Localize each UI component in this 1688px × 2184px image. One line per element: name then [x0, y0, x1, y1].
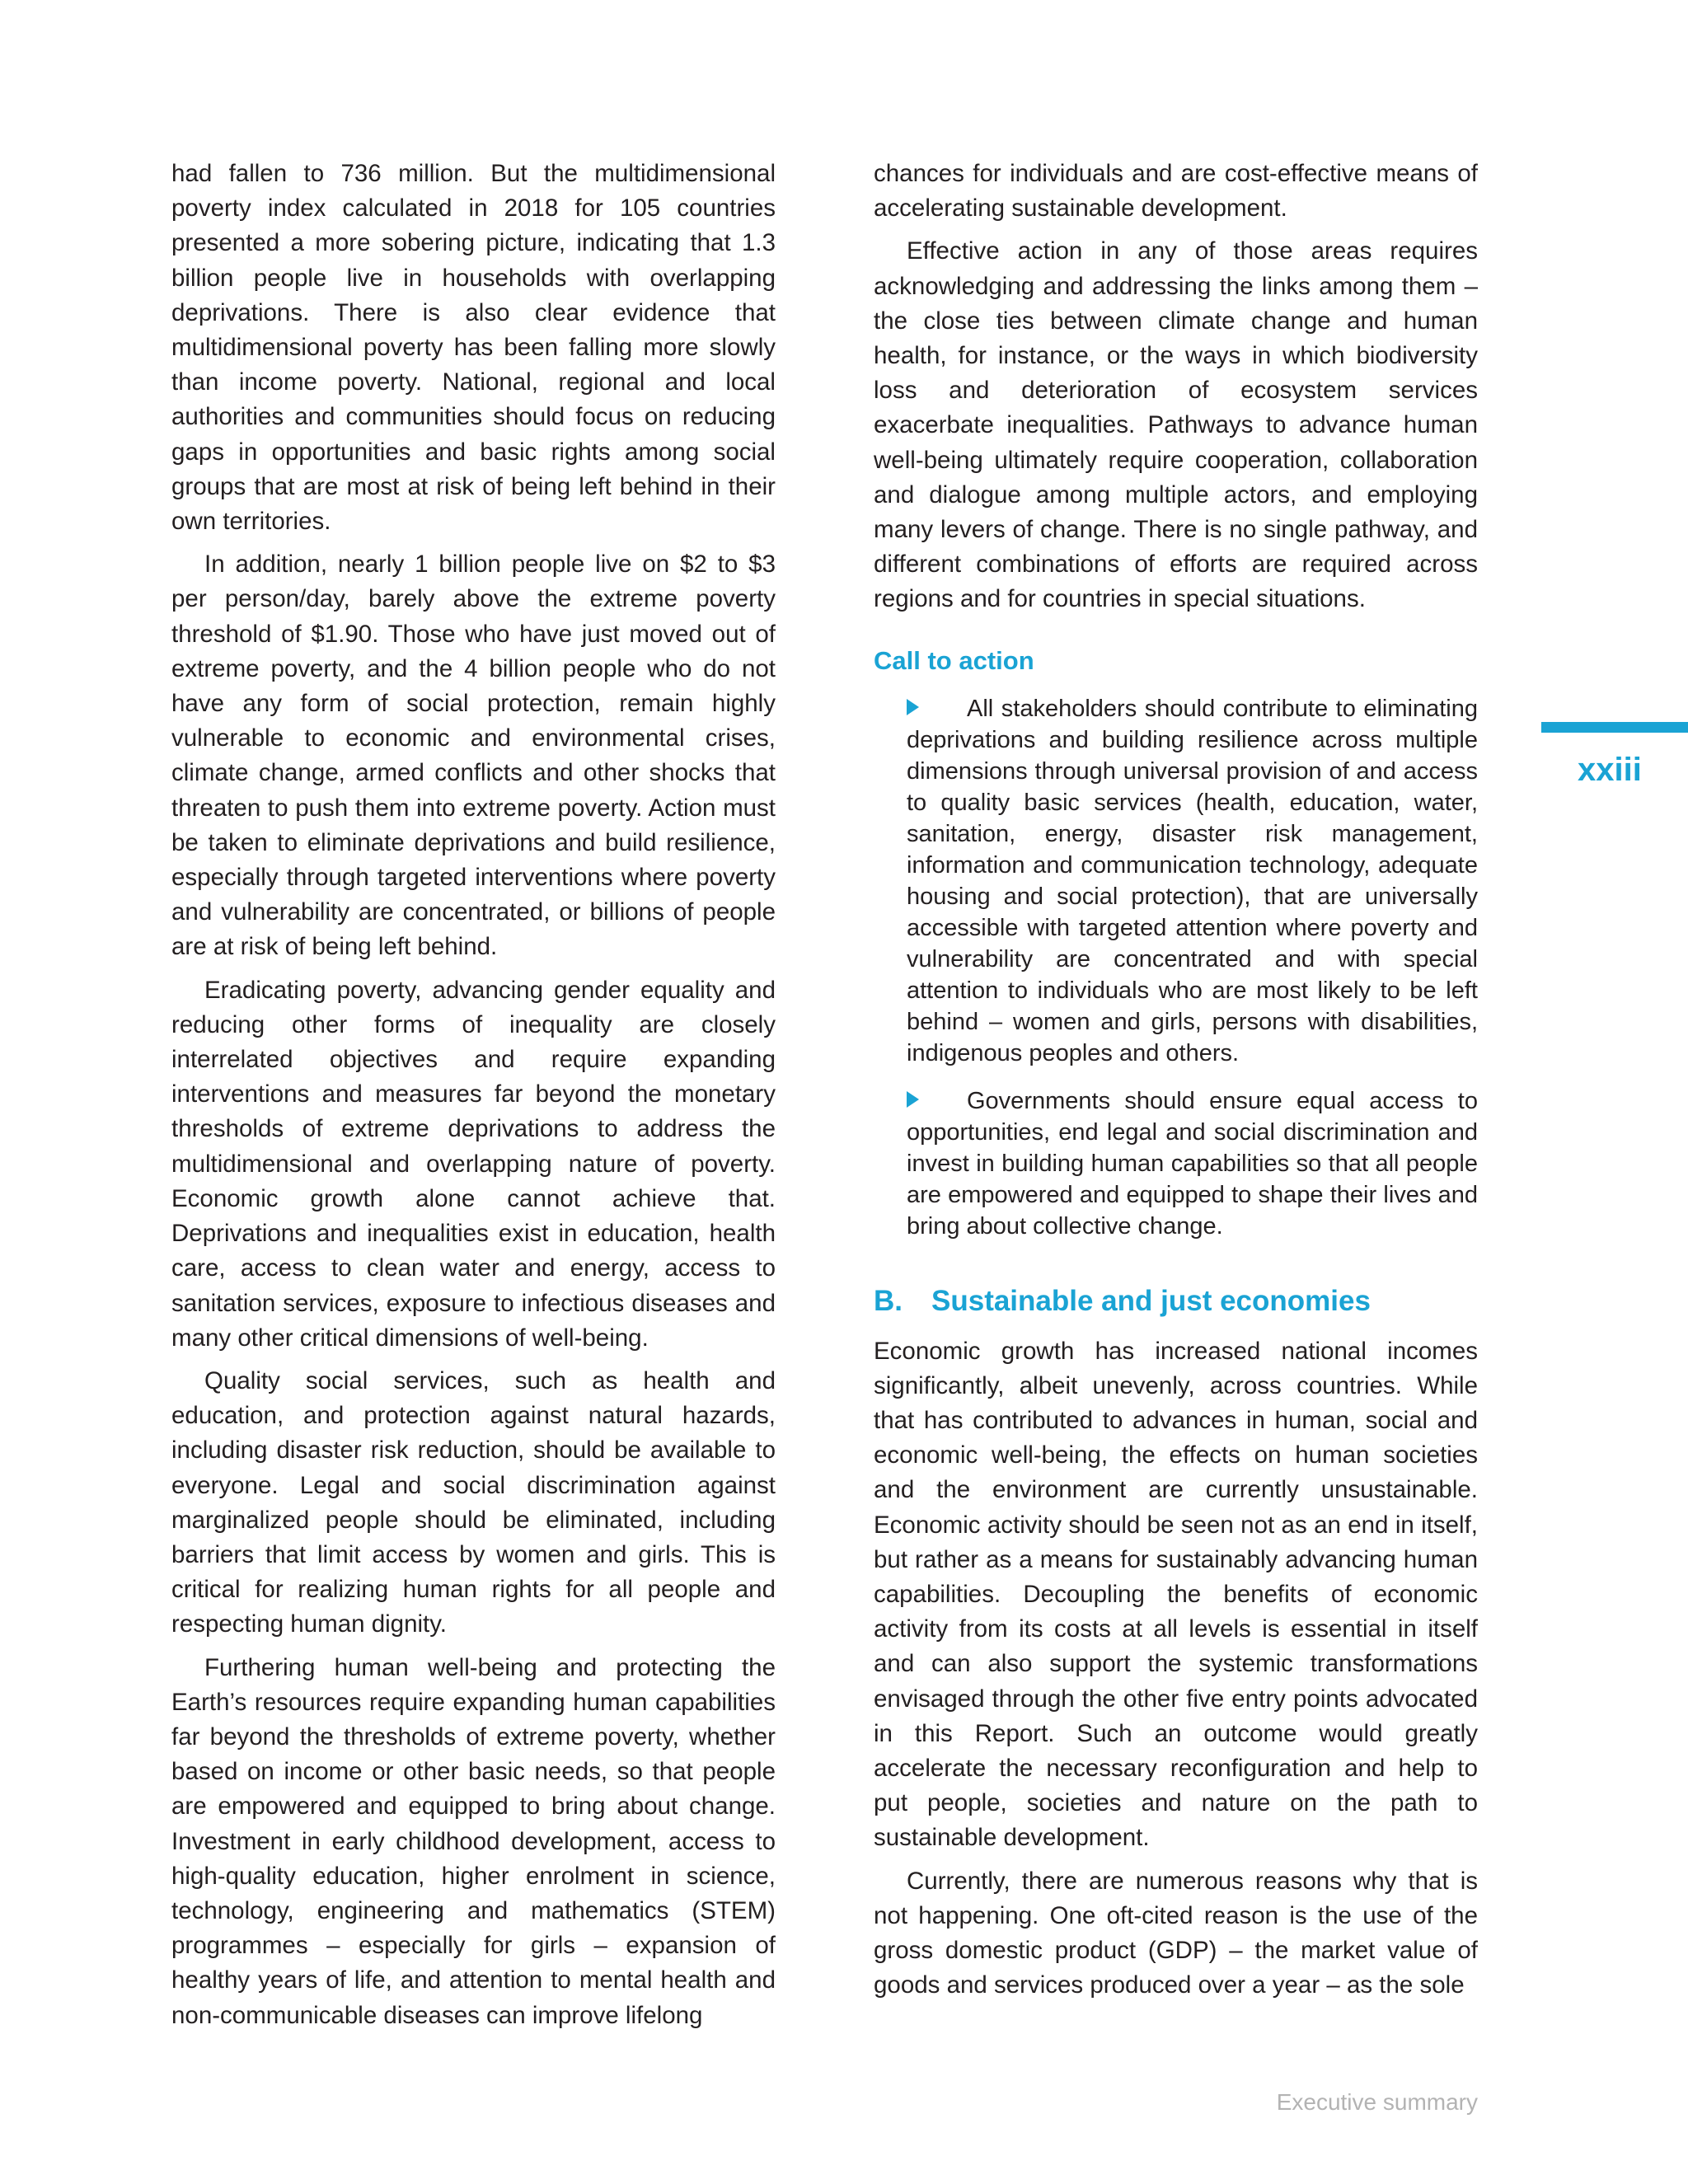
- body-paragraph: chances for individuals and are cost-effective means of accelerating sustainable development.: [874, 160, 1478, 223]
- triangle-bullet-icon: [907, 1091, 919, 1108]
- section-title: Sustainable and just economies: [931, 1284, 1371, 1317]
- body-paragraph: In addition, nearly 1 billion people live on $2 to $3 per person/day, barely above the extreme poverty threshold of $1.90. Those who have just moved out of extreme poverty, and the 4 billion people who do not have any form of social protection, remain highly vulnerable to economic and environmental crises, climate change, armed conflicts and other shocks that threaten to push them into extreme poverty. Action must be taken to eliminate deprivations and build resilience, especially through targeted interventions where poverty and vulnerability are concentrated, or billions of people are at risk of being left behind.: [171, 551, 776, 961]
- list-item: [907, 1085, 1478, 1242]
- page-number: xxiii: [1578, 752, 1642, 788]
- call-to-action-heading: Call to action: [874, 645, 1034, 675]
- body-paragraph: Eradicating poverty, advancing gender equality and reducing other forms of inequality are closely interrelated objectives and require expanding interventions and measures far beyond the monetary thresholds of extreme deprivations to address the multidimensional and overlapping nature of poverty. Economic growth alone cannot achieve that. Deprivations and inequalities exist in education, health care, access to clean water and energy, access to sanitation services, exposure to infectious diseases and many other critical dimensions of well-being.: [171, 976, 776, 1352]
- page-tab-bar: [1541, 722, 1688, 733]
- list-item: [907, 693, 1478, 1069]
- body-paragraph: Quality social services, such as health and education, and protection against natural hazards, including disaster risk reduction, should be available to everyone. Legal and social discrimination against marginalized people should be eliminated, including barriers that limit access by women and girls. This is critical for realizing human rights for all people and respecting human dignity.: [171, 1366, 776, 1638]
- list-item-text: Governments should ensure equal access to opportunities, end legal and social discrimination and invest in building human capabilities so that all people are empowered and equipped to shape their lives and bring about collective change.: [907, 1087, 1478, 1240]
- running-footer: Executive summary: [1276, 2089, 1478, 2115]
- left-column: [171, 157, 776, 2041]
- body-paragraph: Economic growth has increased national incomes significantly, albeit unevenly, across countries. While that has contributed to advances in human, social and economic well-being, the effects on human societies and the environment are currently unsustainable. Economic activity should be seen not as an end in itself, but rather as a means for sustainably advancing human capabilities. Decoupling the benefits of economic activity from its costs at all levels is essential in itself and can also support the systemic transformations envisaged through the other five entry points advocated in this Report. Such an outcome would greatly accelerate the necessary reconfiguration and help to put people, societies and nature on the path to sustainable development.: [874, 1337, 1478, 1852]
- body-paragraph: Effective action in any of those areas requires acknowledging and addressing the links among them – the close ties between climate change and human health, for instance, or the ways in which biodiversity loss and deterioration of ecosystem services exacerbate inequalities. Pathways to advance human well-being ultimately require cooperation, collaboration and dialogue among multiple actors, and employing many levers of change. There is no single pathway, and different combinations of efforts are required across regions and for countries in special situations.: [874, 237, 1478, 613]
- right-column: [874, 157, 1478, 2012]
- triangle-bullet-icon: [907, 699, 919, 715]
- body-paragraph: had fallen to 736 million. But the multidimensional poverty index calculated in 2018 for 105 countries presented a more sobering picture, indicating that 1.3 billion people live in households with overlapping deprivations. There is also clear evidence that multidimensional poverty has been falling more slowly than income poverty. National, regional and local authorities and communities should focus on reducing gaps in opportunities and basic rights among social groups that are most at risk of being left behind in their own territories.: [171, 160, 776, 536]
- list-item-text: All stakeholders should contribute to eliminating deprivations and building resilience across multiple dimensions through universal provision of and access to quality basic services (health, education, water, sanitation, energy, disaster risk management, information and communication technology, adequate housing and social protection), that are universally accessible with targeted attention where poverty and vulnerability are concentrated and with special attention to individuals who are most likely to be left behind – women and girls, persons with disabilities, indigenous peoples and others.: [907, 695, 1478, 1066]
- body-paragraph: Currently, there are numerous reasons why that is not happening. One oft-cited reason is the use of the gross domestic product (GDP) – the market value of goods and services produced over a year – as the sole: [874, 1867, 1478, 1999]
- body-paragraph: Furthering human well-being and protecting the Earth’s resources require expanding human capabilities far beyond the thresholds of extreme poverty, whether based on income or other basic needs, so that people are empowered and equipped to bring about change. Investment in early childhood development, access to high-quality education, higher enrolment in science, technology, engineering and mathematics (STEM) programmes – especially for girls – expansion of healthy years of life, and attention to mental health and non-communicable diseases can improve lifelong: [171, 1653, 776, 2029]
- call-to-action-list: [907, 693, 1478, 1242]
- section-letter: B.: [874, 1284, 903, 1317]
- section-heading: [874, 1283, 1478, 1319]
